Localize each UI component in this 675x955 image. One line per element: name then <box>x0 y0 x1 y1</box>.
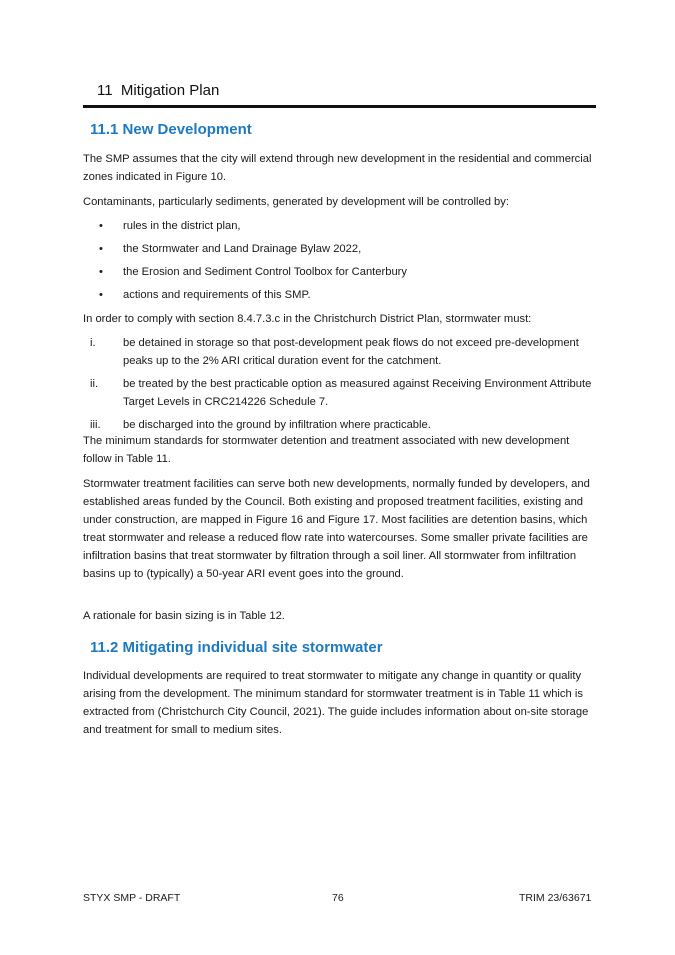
bullet-icon: • <box>99 220 103 232</box>
paragraph-facilities: Stormwater treatment facilities can serve both new developments, normally funded by developers, and established areas funded by the Council. Both existing and proposed treatment facilities, existing and under construction, are mapped in Figure 16 and Figure 17. Most facilities are detention basins, which treat stormwater and release a reduced flow rate into watercourses. Some smaller private facilities are infiltration basins that treat stormwater by filtration through a soil liner. All stormwater from infiltration basins up to (typically) a 50-year ARI event goes into the ground. <box>83 478 590 580</box>
footer-left: STYX SMP - DRAFT <box>83 892 181 904</box>
section-heading-individual-site: 11.2 Mitigating individual site stormwater <box>90 639 383 656</box>
chapter-rule <box>83 105 596 108</box>
list-item: • rules in the district plan, <box>83 217 598 235</box>
bullet-icon: • <box>99 289 103 301</box>
paragraph-comply: In order to comply with section 8.4.7.3.c in the Christchurch District Plan, stormwater must: <box>83 313 532 325</box>
chapter-number: 11 <box>97 82 113 99</box>
section-heading-new-development: 11.1 New Development <box>90 121 252 138</box>
paragraph-minimum-standards: The minimum standards for stormwater detention and treatment associated with new development follow in Table 11. <box>83 435 570 465</box>
list-item: iii. be discharged into the ground by infiltration where practicable. <box>90 419 431 431</box>
list-item: • actions and requirements of this SMP. <box>83 286 598 304</box>
footer-page-number: 76 <box>332 892 344 904</box>
paragraph-intro: The SMP assumes that the city will extend through new development in the residential and commercial zones indicated in Figure 10. <box>83 153 592 183</box>
paragraph-contaminants: Contaminants, particularly sediments, generated by development will be controlled by: <box>83 196 509 208</box>
list-item: • the Stormwater and Land Drainage Bylaw 2022, <box>83 240 598 258</box>
paragraph-rationale: A rationale for basin sizing is in Table 12. <box>83 610 285 622</box>
list-item: • the Erosion and Sediment Control Toolbox for Canterbury <box>83 263 598 281</box>
chapter-heading <box>97 82 219 99</box>
list-item: ii. be treated by the best practicable option as measured against Receiving Environment Attribute Target Levels in CRC214226 Schedule 7. <box>90 378 592 408</box>
bullet-icon: • <box>99 266 103 278</box>
paragraph-individual-site: Individual developments are required to treat stormwater to mitigate any change in quantity or quality arising from the development. The minimum standard for stormwater treatment is in Table 11 which is extracted from (Christchurch City Council, 2021). The guide includes information about on-site storage and treatment for small to medium sites. <box>83 670 589 736</box>
bullet-icon: • <box>99 243 103 255</box>
bullet-list <box>83 217 598 309</box>
numbered-list <box>83 334 598 439</box>
list-item: i. be detained in storage so that post-development peak flows do not exceed pre-development peaks up to the 2% ARI critical duration event for the catchment. <box>90 337 579 367</box>
footer-right: TRIM 23/63671 <box>519 892 592 904</box>
chapter-title: Mitigation Plan <box>120 82 220 99</box>
